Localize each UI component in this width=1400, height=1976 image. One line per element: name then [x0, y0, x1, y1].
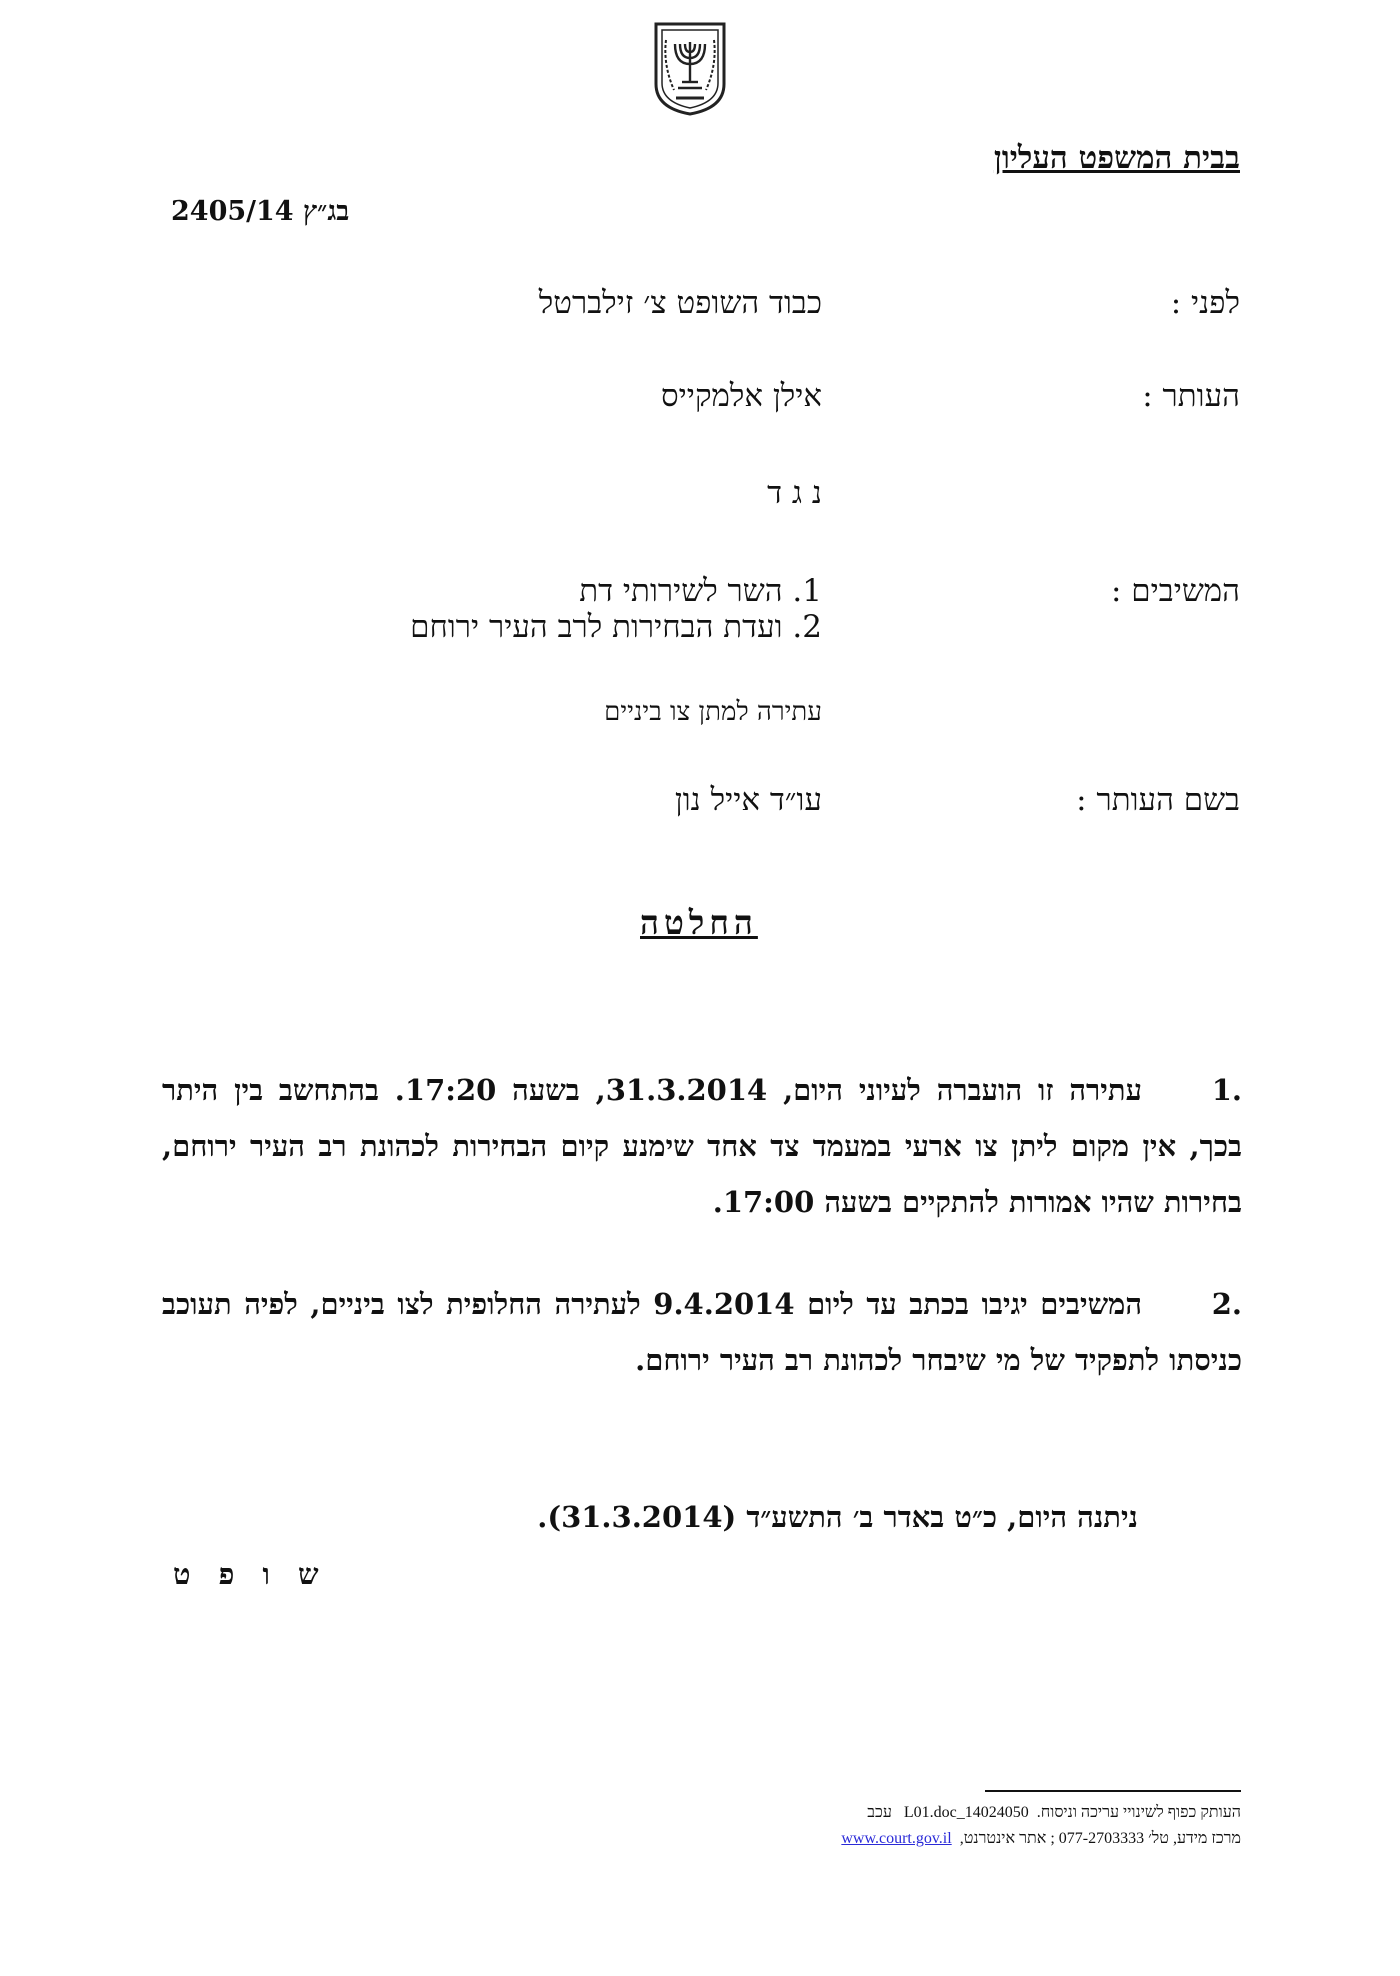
paragraph-text: המשיבים יגיבו בכתב עד ליום 9.4.2014 לעתירה החלופית לצו ביניים, לפיה תעוכב כניסתו לתפקיד של מי שיבחר לכהונת רב העיר ירוחם. — [162, 1287, 1242, 1377]
footer-file: 14024050_L01.doc — [903, 1804, 1029, 1821]
state-emblem-icon — [650, 20, 730, 116]
respondents-label: המשיבים : — [1111, 573, 1240, 609]
before-label: לפני : — [1170, 285, 1240, 321]
versus-text: נ ג ד — [767, 475, 822, 511]
decision-title: החלטה — [640, 903, 758, 942]
footer-line-2 — [841, 1830, 1241, 1848]
petitioner-value: אילן אלמקייס — [661, 378, 822, 414]
before-value: כבוד השופט צ׳ זילברטל — [538, 285, 822, 321]
footer-divider — [985, 1790, 1241, 1792]
footer-contact: מרכז מידע, טל׳ 077-2703333 ; אתר אינטרנט, — [959, 1830, 1241, 1847]
paragraph-number: .2 — [1211, 1287, 1242, 1321]
counsel-label: בשם העותר : — [1076, 782, 1240, 818]
motion-type: עתירה למתן צו ביניים — [604, 697, 822, 727]
respondent-1: 1. השר לשירותי דת — [579, 573, 822, 609]
court-website-link[interactable]: www.court.gov.il — [841, 1830, 952, 1847]
counsel-value: עו״ד אייל נון — [674, 782, 822, 818]
paragraph-text: עתירה זו הועברה לעיוני היום, 31.3.2014, בשעה 17:20. בהתחשב בין היתר בכך, אין מקום ליתן צו ארעי במעמד צד אחד שימנע קיום הבחירות לכהונת רב העיר ירוחם, בחירות שהיו אמורות להתקיים בשעה 17:00. — [162, 1073, 1242, 1219]
judge-signature: ש ו פ ט — [173, 1557, 328, 1591]
given-date: ניתנה היום, כ״ט באדר ב׳ התשע״ד (31.3.2014). — [537, 1500, 1138, 1534]
footer-suffix: עכב — [867, 1804, 892, 1821]
case-number: בג״ץ 2405/14 — [171, 196, 350, 227]
respondent-2: 2. ועדת הבחירות לרב העיר ירוחם — [410, 609, 822, 645]
footer-line-1 — [867, 1804, 1241, 1822]
petitioner-label: העותר : — [1142, 378, 1240, 414]
court-title: בבית המשפט העליון — [993, 140, 1240, 176]
paragraph-number: .1 — [1211, 1073, 1242, 1107]
decision-paragraph-2 — [162, 1276, 1242, 1388]
decision-paragraph-1 — [162, 1062, 1242, 1230]
footer-disclaimer: העותק כפוף לשינויי עריכה וניסוח. — [1036, 1804, 1241, 1821]
